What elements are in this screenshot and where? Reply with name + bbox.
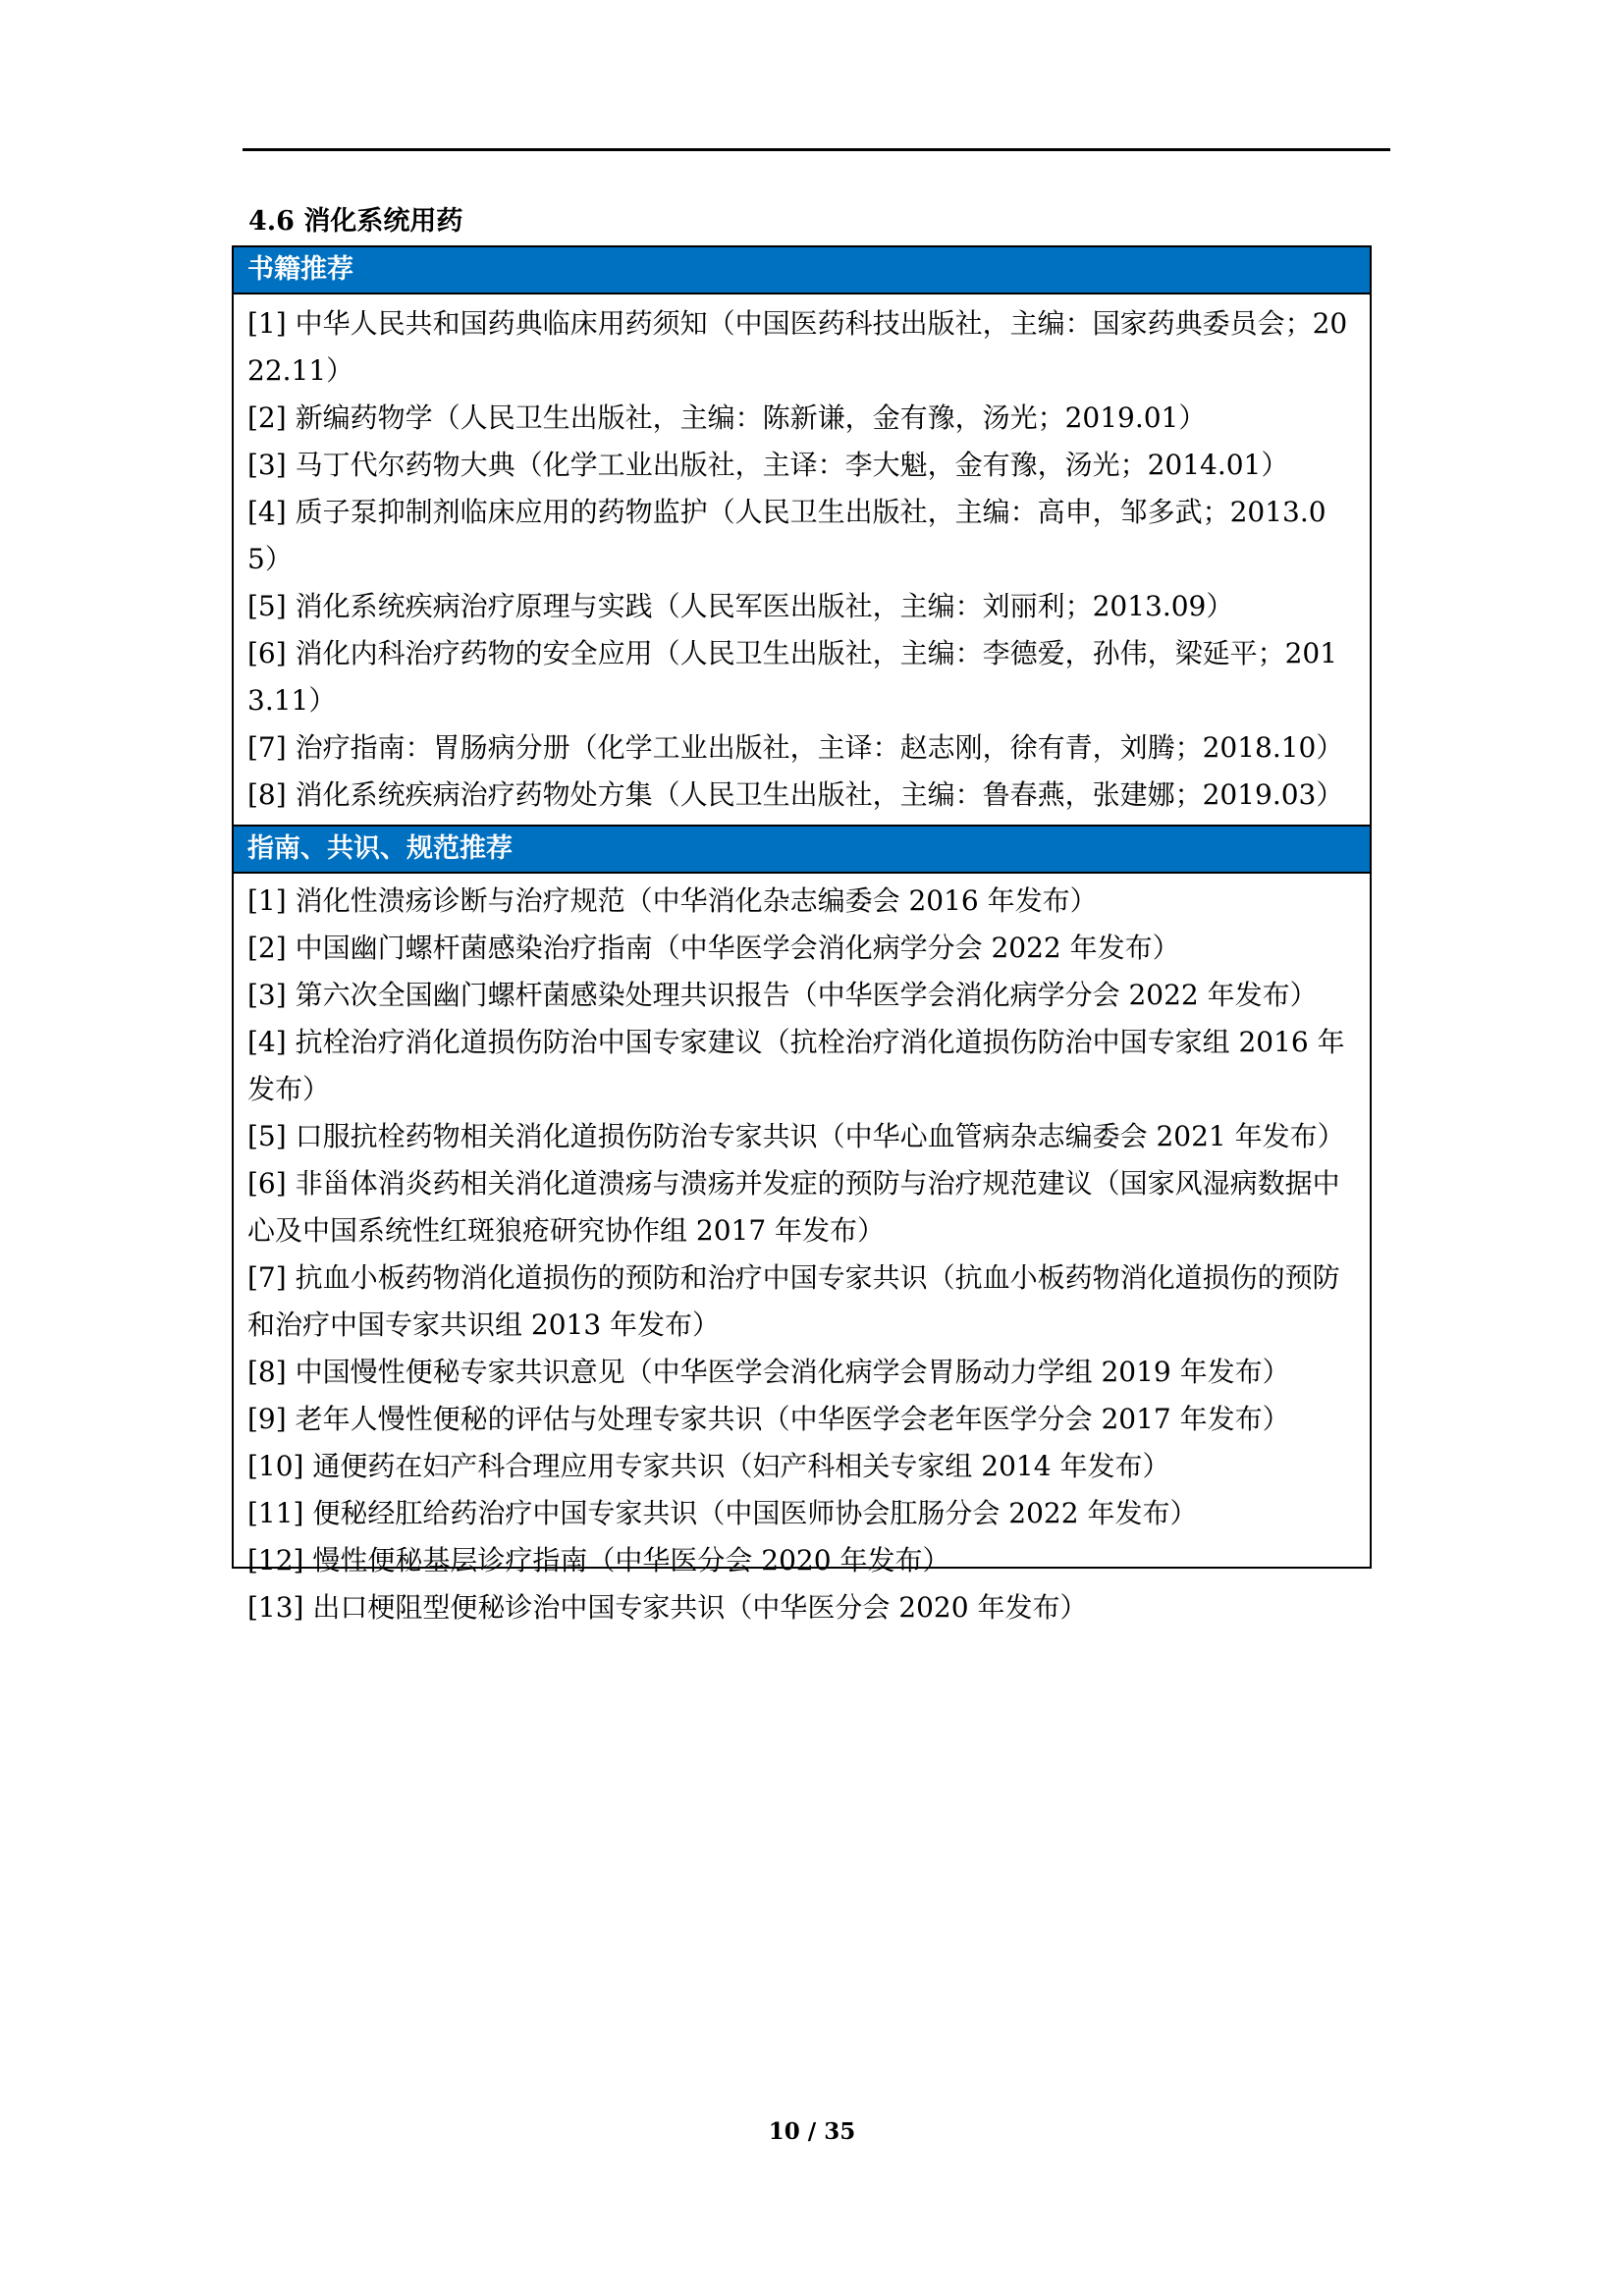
- guideline-item: [4] 抗栓治疗消化道损伤防治中国专家建议（抗栓治疗消化道损伤防治中国专家组 2016 年发布）: [247, 1026, 1345, 1105]
- section-title: 4.6 消化系统用药: [248, 206, 463, 237]
- guideline-item: [10] 通便药在妇产科合理应用专家共识（妇产科相关专家组 2014 年发布）: [247, 1450, 1170, 1482]
- book-item: [4] 质子泵抑制剂临床应用的药物监护（人民卫生出版社，主编：高申，邹多武；2013.05）: [247, 496, 1326, 575]
- page-number-text: 10 / 35: [768, 2118, 856, 2145]
- guideline-item: [3] 第六次全国幽门螺杆菌感染处理共识报告（中华医学会消化病学分会 2022 年发布）: [247, 979, 1318, 1011]
- book-item: [1] 中华人民共和国药典临床用药须知（中国医药科技出版社，主编：国家药典委员会；2022.11）: [247, 307, 1348, 387]
- book-item: [3] 马丁代尔药物大典（化学工业出版社，主译：李大魁，金有豫，汤光；2014.01）: [247, 449, 1289, 481]
- book-item: [8] 消化系统疾病治疗药物处方集（人民卫生出版社，主编：鲁春燕，张建娜；2019.03）: [247, 778, 1344, 811]
- guideline-item: [8] 中国慢性便秘专家共识意见（中华医学会消化病学会胃肠动力学组 2019 年发布）: [247, 1356, 1290, 1388]
- guideline-item: [7] 抗血小板药物消化道损伤的预防和治疗中国专家共识（抗血小板药物消化道损伤的预防和治疗中国专家共识组 2013 年发布）: [247, 1261, 1340, 1341]
- guidelines-header: 指南、共识、规范推荐: [234, 825, 1370, 874]
- guideline-item: [1] 消化性溃疡诊断与治疗规范（中华消化杂志编委会 2016 年发布）: [247, 884, 1098, 917]
- books-header: 书籍推荐: [234, 247, 1370, 294]
- book-item: [7] 治疗指南：胃肠病分册（化学工业出版社，主译：赵志刚，徐有青，刘腾；2018.10）: [247, 731, 1344, 764]
- books-list: [234, 294, 1370, 825]
- guideline-item: [13] 出口梗阻型便秘诊治中国专家共识（中华医分会 2020 年发布）: [247, 1591, 1088, 1624]
- guideline-item: [2] 中国幽门螺杆菌感染治疗指南（中华医学会消化病学分会 2022 年发布）: [247, 932, 1180, 964]
- book-item: [5] 消化系统疾病治疗原理与实践（人民军医出版社，主编：刘丽利；2013.09）: [247, 590, 1234, 622]
- guidelines-list: [234, 874, 1370, 1631]
- guideline-item: [12] 慢性便秘基层诊疗指南（中华医分会 2020 年发布）: [247, 1544, 950, 1576]
- page-number: [0, 2118, 1624, 2145]
- header-rule: [243, 148, 1390, 151]
- book-item: [2] 新编药物学（人民卫生出版社，主编：陈新谦，金有豫，汤光；2019.01）: [247, 401, 1207, 434]
- guideline-item: [9] 老年人慢性便秘的评估与处理专家共识（中华医学会老年医学分会 2017 年发布）: [247, 1403, 1290, 1435]
- guideline-item: [11] 便秘经肛给药治疗中国专家共识（中国医师协会肛肠分会 2022 年发布）: [247, 1497, 1198, 1529]
- book-item: [6] 消化内科治疗药物的安全应用（人民卫生出版社，主编：李德爱，孙伟，梁延平；2013.11）: [247, 637, 1338, 717]
- reference-table: [232, 245, 1372, 1624]
- guideline-item: [6] 非甾体消炎药相关消化道溃疡与溃疡并发症的预防与治疗规范建议（国家风湿病数据中心及中国系统性红斑狼疮研究协作组 2017 年发布）: [247, 1167, 1340, 1247]
- guideline-item: [5] 口服抗栓药物相关消化道损伤防治专家共识（中华心血管病杂志编委会 2021 年发布）: [247, 1120, 1345, 1152]
